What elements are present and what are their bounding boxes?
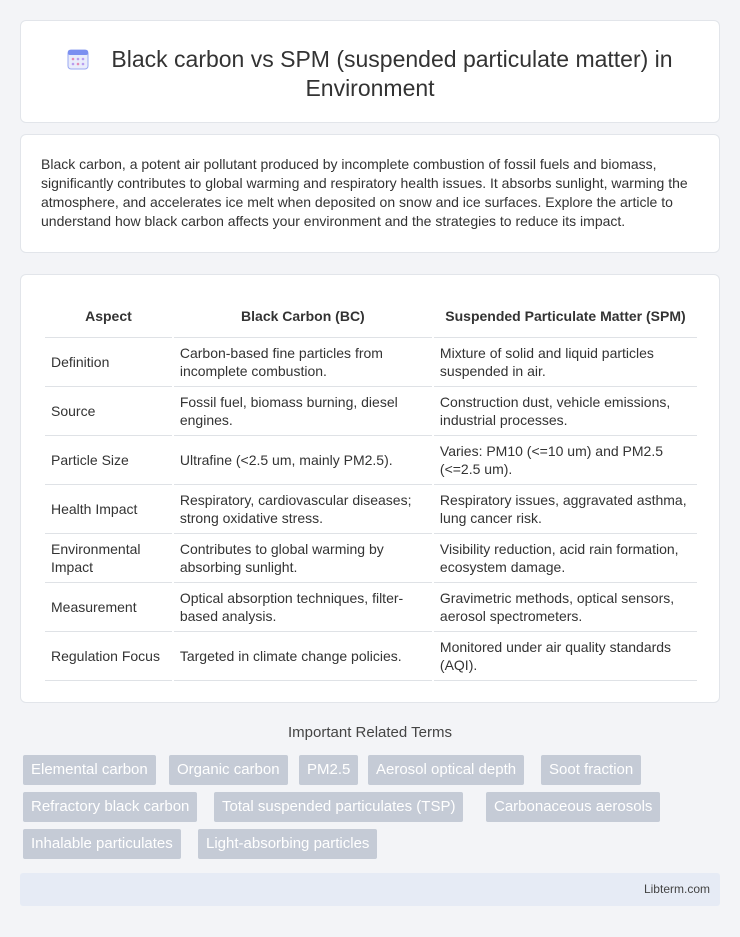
tag-soot-fraction[interactable]: Soot fraction — [541, 755, 641, 785]
footer-site-link[interactable]: Libterm.com — [643, 882, 710, 896]
tag-carbonaceous-aerosols[interactable]: Carbonaceous aerosols — [486, 792, 660, 822]
page-title: Black carbon vs SPM (suspended particulate matter) in Environment — [111, 46, 673, 101]
row-black-carbon: Fossil fuel, biomass burning, diesel engines. — [174, 387, 432, 436]
row-black-carbon: Respiratory, cardiovascular diseases; strong oxidative stress. — [174, 485, 432, 534]
row-aspect: Environmental Impact — [45, 534, 172, 583]
table-row — [45, 632, 697, 681]
tag-refractory-black-carbon[interactable]: Refractory black carbon — [23, 792, 197, 822]
row-spm: Varies: PM10 (<=10 um) and PM2.5 (<=2.5 um). — [434, 436, 697, 485]
intro-paragraph: Black carbon, a potent air pollutant produced by incomplete combustion of fossil fuels and biomass, significantly contributes to global warming and respiratory health issues. It absorbs sunlight, warming the atmosphere, and accelerates ice melt when deposited on snow and ice surfaces. Explore the article to understand how black carbon affects your environment and the strategies to reduce its impact. — [41, 156, 688, 229]
footer — [20, 873, 720, 906]
row-spm: Gravimetric methods, optical sensors, aerosol spectrometers. — [434, 583, 697, 632]
row-black-carbon: Ultrafine (<2.5 um, mainly PM2.5). — [174, 436, 432, 485]
header-spm: Suspended Particulate Matter (SPM) — [434, 295, 697, 338]
tag-light-absorbing-particles[interactable]: Light-absorbing particles — [198, 829, 377, 859]
comparison-card — [20, 274, 720, 703]
table-row — [45, 338, 697, 387]
tag-elemental-carbon[interactable]: Elemental carbon — [23, 755, 156, 785]
title-card — [20, 20, 720, 123]
header-black-carbon: Black Carbon (BC) — [174, 295, 432, 338]
row-spm: Monitored under air quality standards (AQI). — [434, 632, 697, 681]
tag-total-suspended-particulates[interactable]: Total suspended particulates (TSP) — [214, 792, 463, 822]
tag-aerosol-optical-depth[interactable]: Aerosol optical depth — [368, 755, 524, 785]
table-row — [45, 485, 697, 534]
table-header-row — [45, 295, 697, 338]
table-row — [45, 436, 697, 485]
row-spm: Respiratory issues, aggravated asthma, lung cancer risk. — [434, 485, 697, 534]
tag-organic-carbon[interactable]: Organic carbon — [169, 755, 288, 785]
row-black-carbon: Targeted in climate change policies. — [174, 632, 432, 681]
table-row — [45, 583, 697, 632]
table-row — [45, 387, 697, 436]
row-aspect: Measurement — [45, 583, 172, 632]
row-aspect: Source — [45, 387, 172, 436]
row-black-carbon: Optical absorption techniques, filter-based analysis. — [174, 583, 432, 632]
tag-pm25[interactable]: PM2.5 — [299, 755, 358, 785]
page-title-wrapper — [21, 45, 719, 103]
row-spm: Visibility reduction, acid rain formation, ecosystem damage. — [434, 534, 697, 583]
intro-card — [20, 134, 720, 253]
table-row — [45, 534, 697, 583]
row-aspect: Particle Size — [45, 436, 172, 485]
row-black-carbon: Carbon-based fine particles from incomplete combustion. — [174, 338, 432, 387]
row-aspect: Definition — [45, 338, 172, 387]
row-black-carbon: Contributes to global warming by absorbing sunlight. — [174, 534, 432, 583]
calendar-icon — [67, 48, 89, 70]
header-aspect: Aspect — [45, 295, 172, 338]
row-aspect: Health Impact — [45, 485, 172, 534]
row-aspect: Regulation Focus — [45, 632, 172, 681]
tag-inhalable-particulates[interactable]: Inhalable particulates — [23, 829, 181, 859]
row-spm: Construction dust, vehicle emissions, industrial processes. — [434, 387, 697, 436]
related-terms-title: Important Related Terms — [288, 724, 452, 741]
row-spm: Mixture of solid and liquid particles suspended in air. — [434, 338, 697, 387]
comparison-table — [43, 295, 699, 681]
